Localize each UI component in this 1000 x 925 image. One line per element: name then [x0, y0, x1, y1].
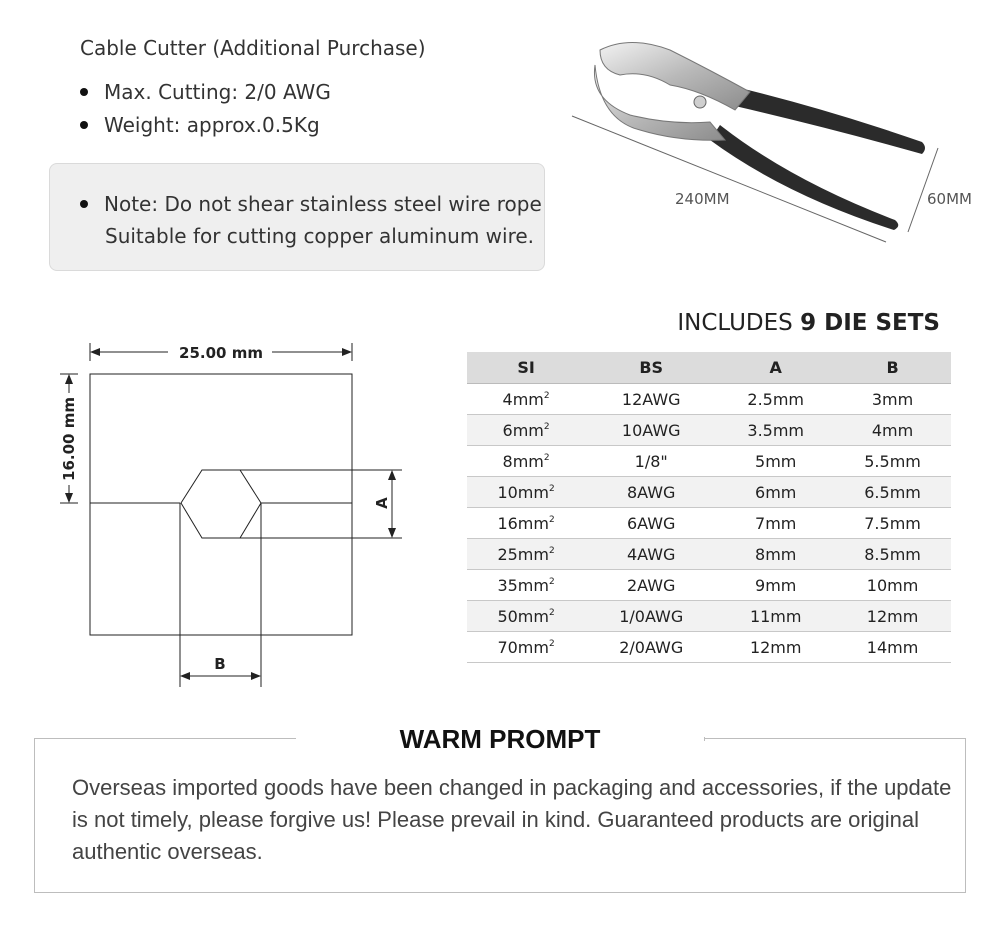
- includes-suffix: DIE SETS: [816, 310, 940, 336]
- cell-si-value: 6mm: [502, 420, 544, 440]
- table-row: [467, 415, 951, 446]
- b-dimension-label: B: [214, 655, 226, 673]
- prompt-title: WARM PROMPT: [399, 723, 601, 754]
- cell-bs: [585, 601, 717, 632]
- cell-a-value: 9mm: [755, 575, 797, 595]
- table-row: [467, 632, 951, 663]
- cell-b: [834, 508, 951, 539]
- cell-b: [834, 570, 951, 601]
- cell-a: [717, 415, 834, 446]
- cell-si: [467, 601, 585, 632]
- cell-si: [467, 384, 585, 415]
- squared-superscript: 2: [548, 607, 555, 618]
- cell-b: [834, 384, 951, 415]
- table-row: [467, 508, 951, 539]
- cell-si: [467, 539, 585, 570]
- cell-b: [834, 446, 951, 477]
- cell-b-value: 12mm: [866, 606, 919, 626]
- squared-superscript: 2: [543, 452, 550, 463]
- includes-heading: [677, 310, 940, 336]
- cell-a-value: 11mm: [749, 606, 802, 626]
- bullet-dot: [80, 200, 88, 208]
- cell-b: [834, 539, 951, 570]
- cell-bs: [585, 539, 717, 570]
- column-header-bs: BS: [585, 352, 717, 384]
- table-row: [467, 477, 951, 508]
- squared-superscript: 2: [548, 576, 555, 587]
- cell-bs-value: 2/0AWG: [619, 637, 684, 657]
- cell-b-value: 10mm: [866, 575, 919, 595]
- cell-bs: [585, 508, 717, 539]
- cell-b: [834, 632, 951, 663]
- cell-si-value: 16mm: [497, 513, 549, 533]
- prompt-text: Overseas imported goods have been changed in packaging and accessories, if the update is not timely, please forgive us! Please prevail in kind. Guaranteed products are original authentic overseas.: [72, 775, 952, 864]
- cell-b-value: 4mm: [871, 420, 914, 440]
- width-dimension-label: 25.00 mm: [179, 344, 263, 362]
- cell-a-value: 12mm: [749, 637, 802, 657]
- cell-bs: [585, 415, 717, 446]
- table-row: [467, 570, 951, 601]
- note-line-1: [80, 192, 542, 216]
- cell-bs: [585, 632, 717, 663]
- table-row: [467, 384, 951, 415]
- length-label: 240MM: [675, 190, 730, 208]
- cell-si-value: 8mm: [502, 451, 544, 471]
- includes-prefix: INCLUDES: [677, 310, 801, 336]
- cell-bs-value: 2AWG: [626, 575, 676, 595]
- cell-si: [467, 446, 585, 477]
- squared-superscript: 2: [548, 545, 555, 556]
- cell-a-value: 5mm: [755, 451, 797, 471]
- cell-si: [467, 632, 585, 663]
- spec-title: Cable Cutter (Additional Purchase): [80, 36, 426, 60]
- cell-b-value: 8.5mm: [864, 544, 921, 564]
- table-row: [467, 539, 951, 570]
- note-text-2: Suitable for cutting copper aluminum wire.: [105, 224, 535, 248]
- squared-superscript: 2: [543, 390, 550, 401]
- prompt-title-wrap: [296, 722, 704, 756]
- squared-superscript: 2: [543, 421, 550, 432]
- cell-b: [834, 415, 951, 446]
- cutter-jaw-upper: [600, 43, 750, 111]
- table-header-row: [467, 352, 951, 384]
- cell-bs-value: 8AWG: [626, 482, 676, 502]
- cell-si: [467, 477, 585, 508]
- cell-bs: [585, 446, 717, 477]
- die-diagram: [50, 335, 420, 695]
- cell-bs-value: 6AWG: [626, 513, 676, 533]
- cell-a: [717, 570, 834, 601]
- cell-a-value: 7mm: [755, 513, 797, 533]
- cell-bs: [585, 570, 717, 601]
- cell-b-value: 14mm: [866, 637, 919, 657]
- cell-a: [717, 539, 834, 570]
- note-text-1: Note: Do not shear stainless steel wire rope: [104, 192, 542, 216]
- bullet-dot: [80, 121, 88, 129]
- cell-b: [834, 477, 951, 508]
- cell-a: [717, 601, 834, 632]
- cutter-handle-upper: [735, 88, 925, 154]
- column-header-b: B: [834, 352, 951, 384]
- cell-bs-value: 10AWG: [621, 420, 681, 440]
- cell-a: [717, 384, 834, 415]
- cell-a-value: 8mm: [755, 544, 797, 564]
- cell-a-value: 6mm: [755, 482, 797, 502]
- a-dimension-label: A: [373, 497, 391, 509]
- column-header-a: A: [717, 352, 834, 384]
- cell-bs-value: 4AWG: [626, 544, 676, 564]
- cell-b-value: 3mm: [871, 389, 914, 409]
- bullet-dot: [80, 88, 88, 96]
- spec-bullet-weight: [80, 113, 320, 137]
- table-row: [467, 601, 951, 632]
- cell-b-value: 7.5mm: [864, 513, 921, 533]
- cell-bs-value: 1/0AWG: [619, 606, 684, 626]
- cell-bs: [585, 477, 717, 508]
- cell-bs-value: 1/8": [634, 451, 668, 471]
- cell-si-value: 35mm: [497, 575, 549, 595]
- cell-a: [717, 632, 834, 663]
- cell-si-value: 4mm: [502, 389, 544, 409]
- spec-bullet-max-cutting: [80, 80, 331, 104]
- column-header-si: SI: [467, 352, 585, 384]
- cell-a-value: 3.5mm: [747, 420, 805, 440]
- spec-bullet-text: Max. Cutting: 2/0 AWG: [104, 80, 331, 104]
- cell-a: [717, 446, 834, 477]
- spec-bullet-text: Weight: approx.0.5Kg: [104, 113, 320, 137]
- squared-superscript: 2: [548, 483, 555, 494]
- cell-b: [834, 601, 951, 632]
- cell-si-value: 25mm: [497, 544, 549, 564]
- cell-si: [467, 570, 585, 601]
- die-hexagon: [181, 470, 261, 538]
- cell-si-value: 10mm: [497, 482, 549, 502]
- cell-b-value: 6.5mm: [864, 482, 921, 502]
- height-dimension-label: 16.00 mm: [60, 397, 78, 481]
- width-label: 60MM: [927, 190, 972, 208]
- cutter-handle-lower: [710, 125, 898, 230]
- includes-count: 9: [800, 310, 817, 336]
- cell-a: [717, 508, 834, 539]
- cell-bs-value: 12AWG: [621, 389, 681, 409]
- cell-a: [717, 477, 834, 508]
- squared-superscript: 2: [548, 638, 555, 649]
- cell-bs: [585, 384, 717, 415]
- die-sets-table: [467, 352, 951, 663]
- squared-superscript: 2: [548, 514, 555, 525]
- cell-b-value: 5.5mm: [864, 451, 921, 471]
- cell-si: [467, 508, 585, 539]
- table-row: [467, 446, 951, 477]
- cell-si-value: 50mm: [497, 606, 549, 626]
- die-outline: [90, 374, 352, 635]
- cutter-pivot: [694, 96, 706, 108]
- cable-cutter-illustration: [560, 30, 990, 250]
- note-box: [49, 163, 545, 271]
- cell-si: [467, 415, 585, 446]
- cell-si-value: 70mm: [497, 637, 549, 657]
- cell-a-value: 2.5mm: [747, 389, 805, 409]
